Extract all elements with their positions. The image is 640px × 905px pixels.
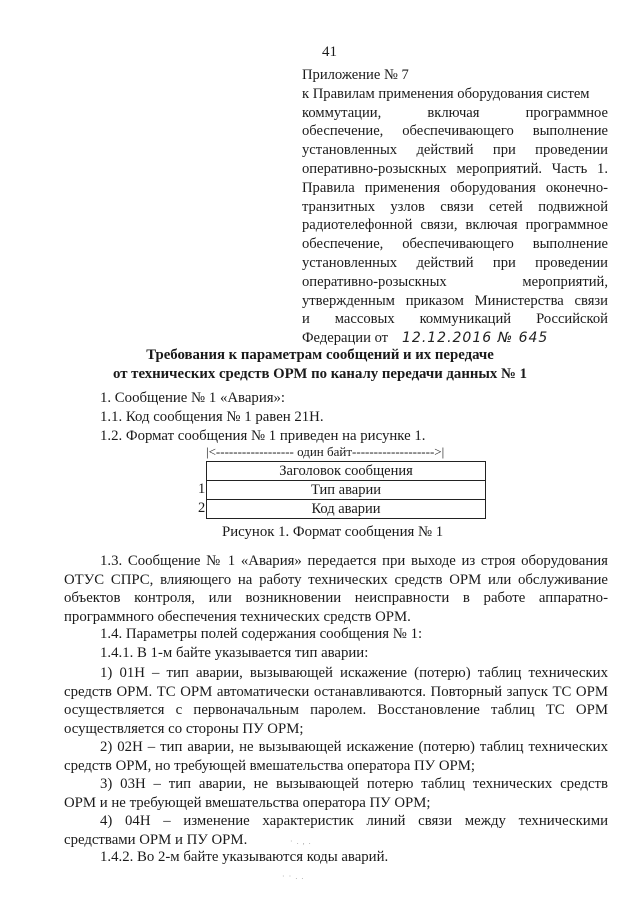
handwritten-date: 12.12.2016 № 645: [402, 330, 549, 347]
appendix-line: утвержденным приказом Министерства связи: [302, 292, 608, 309]
table-row: [207, 500, 486, 519]
section-heading-line1: Требования к параметрам сообщений и их передаче: [146, 347, 494, 363]
scan-speck: · . , .: [290, 837, 312, 846]
row-number: 1: [198, 481, 206, 497]
item-1-2: 1.2. Формат сообщения № 1 приведен на рисунке 1.: [100, 428, 426, 444]
figure-caption: Рисунок 1. Формат сообщения № 1: [222, 524, 444, 540]
header-cell: Заголовок сообщения: [207, 462, 486, 481]
appendix-line: обеспечение, обеспечивающего выполнение: [302, 123, 608, 140]
list-item-4: [64, 812, 608, 849]
appendix-line: транзитных узлов связи сетей подвижной: [302, 198, 608, 215]
scan-speck: · · . .: [282, 872, 305, 881]
table-row: [207, 462, 486, 481]
appendix-line: установленных действий при проведении: [302, 254, 608, 271]
field-cell: Тип аварии: [207, 481, 486, 500]
text-line: осуществляется с первоначальным паролем. Восстановление таблиц ТС ОРМ: [64, 702, 608, 719]
item-1: 1. Сообщение № 1 «Авария»:: [100, 390, 286, 406]
item-1-1: 1.1. Код сообщения № 1 равен 21Н.: [100, 409, 324, 425]
paragraph-1-4: 1.4. Параметры полей содержания сообщения № 1:: [100, 626, 423, 642]
text-line: 1.3. Сообщение № 1 «Авария» передается при выходе из строя оборудования: [100, 553, 608, 569]
appendix-date-prefix: Федерации от: [302, 330, 389, 347]
paragraph-1-4-1: 1.4.1. В 1-м байте указывается тип аварии:: [100, 645, 369, 661]
paragraph-1-4-2: 1.4.2. Во 2-м байте указываются коды аварий.: [100, 849, 389, 865]
list-item-2: [64, 738, 608, 775]
text-line: 3) 03Н – тип аварии, не вызывающей потерю таблиц технических средств: [100, 776, 608, 792]
text-line: ОТУС СПРС, влияющего на работу технических средств ОРМ или обслуживание: [64, 571, 608, 588]
appendix-line: оперативно-розыскных мероприятий,: [302, 273, 608, 290]
field-cell: Код аварии: [207, 500, 486, 519]
appendix-line: Приложение № 7: [302, 67, 409, 83]
appendix-line: обеспечение, обеспечивающего выполнение: [302, 236, 608, 253]
appendix-line: к Правилам применения оборудования систем: [302, 85, 590, 102]
list-item-3: [64, 775, 608, 812]
text-line: средств ОРМ. ТС ОРМ автоматически останавливаются. Повторный запуск ТС ОРМ: [64, 683, 608, 700]
message-format-table: [206, 461, 486, 519]
appendix-line: установленных действий при проведении: [302, 142, 608, 159]
appendix-header: [302, 66, 608, 348]
table-row: [207, 481, 486, 500]
appendix-line: Правила применения оборудования оконечно-: [302, 179, 608, 196]
section-heading-line2: от технических средств ОРМ по каналу передачи данных № 1: [113, 366, 527, 382]
appendix-line: радиотелефонной связи, включая программное: [302, 217, 608, 234]
text-line: объектов контроля, или возникновении неисправности в работе аппаратно-: [64, 590, 608, 607]
row-number: 2: [198, 500, 206, 516]
appendix-line: [302, 329, 608, 348]
text-line: 4) 04Н – изменение характеристик линий связи между техническими: [100, 813, 608, 829]
appendix-line: коммутации, включая программное: [302, 104, 608, 121]
text-line: средствами ОРМ и ПУ ОРМ.: [64, 831, 248, 848]
text-line: программного обеспечения технических средств ОРМ.: [64, 608, 411, 625]
text-line: осуществляется со стороны ПУ ОРМ;: [64, 720, 304, 737]
appendix-line: оперативно-розыскных мероприятий. Часть 1.: [302, 160, 608, 177]
paragraph-1-3: [64, 552, 608, 626]
list-item-1: [64, 664, 608, 738]
text-line: ОРМ и не требующей вмешательства оператора ПУ ОРМ;: [64, 794, 431, 811]
appendix-line: и массовых коммуникаций Российской: [302, 311, 608, 328]
byte-width-indicator: |<------------------ один байт------------------->|: [206, 444, 445, 459]
text-line: 1) 01Н – тип аварии, вызывающей искажение (потерю) таблиц технических: [100, 665, 608, 681]
page-number: 41: [322, 44, 337, 60]
text-line: 2) 02Н – тип аварии, не вызывающей искажение (потерю) таблиц технических: [100, 739, 608, 755]
text-line: средств ОРМ, но требующей вмешательства оператора ПУ ОРМ;: [64, 757, 476, 774]
